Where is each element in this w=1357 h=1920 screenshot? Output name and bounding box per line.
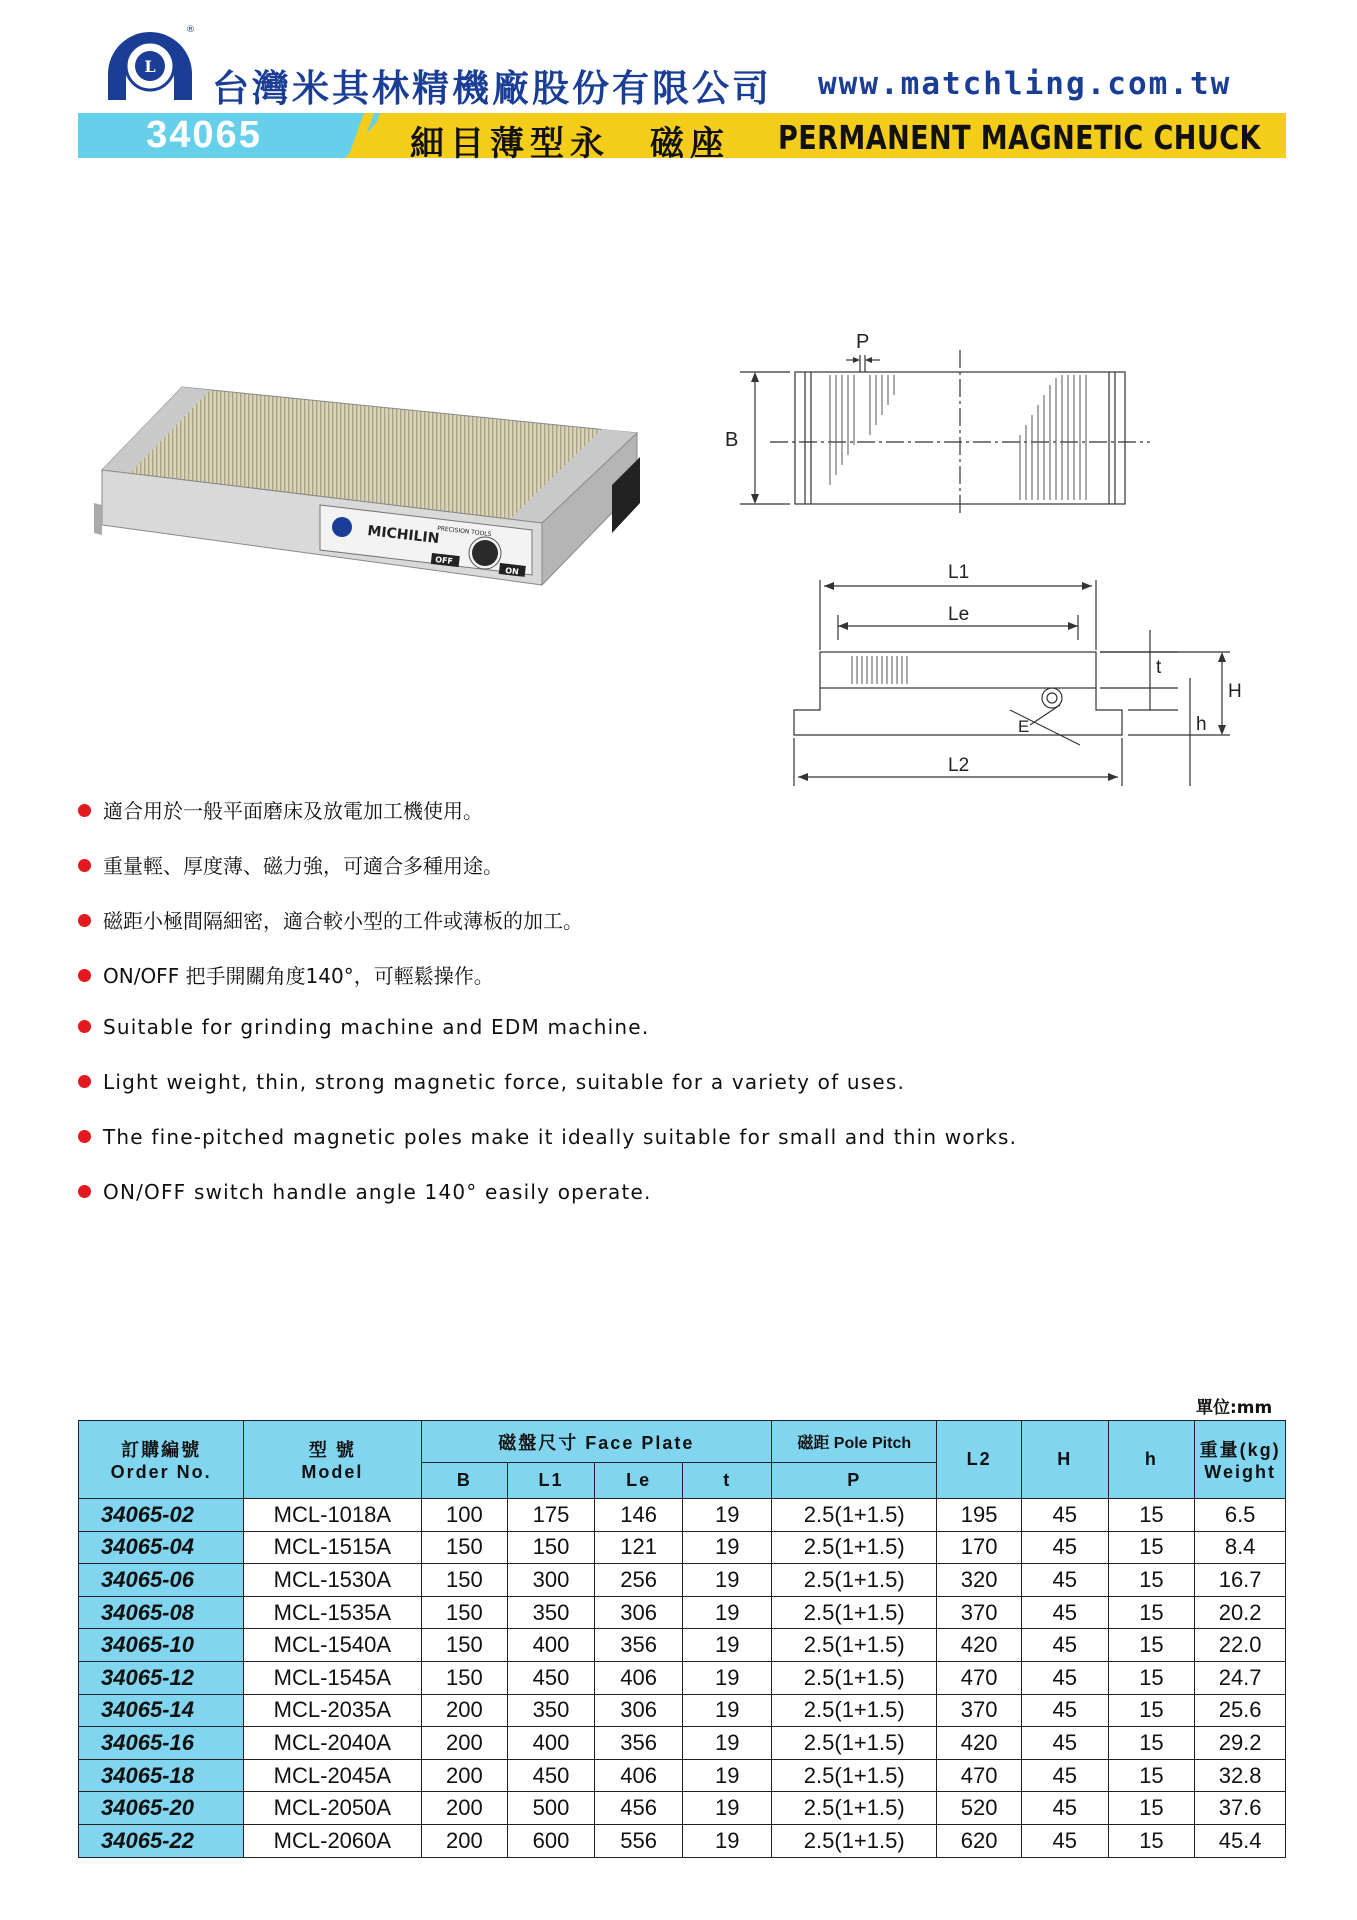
table-row	[79, 1727, 1286, 1760]
table-row	[79, 1629, 1286, 1662]
table-cell: 406	[594, 1759, 683, 1792]
table-cell: 15	[1108, 1694, 1195, 1727]
table-cell: 200	[421, 1759, 508, 1792]
table-cell: 195	[937, 1499, 1022, 1532]
table-cell: MCL-2035A	[244, 1694, 421, 1727]
table-cell: 15	[1108, 1499, 1195, 1532]
table-cell: 45	[1021, 1824, 1108, 1857]
table-cell: 15	[1108, 1564, 1195, 1597]
table-cell: 19	[683, 1531, 772, 1564]
table-cell: 34065-08	[79, 1596, 244, 1629]
header-model: 型 號 Model	[244, 1421, 421, 1499]
table-cell: 25.6	[1195, 1694, 1286, 1727]
bullet-icon	[78, 914, 91, 927]
feature-item: ON/OFF 把手開關角度140°，可輕鬆操作。	[78, 960, 494, 989]
photo-brand: MICHILIN	[366, 523, 441, 548]
table-row	[79, 1759, 1286, 1792]
table-cell: 19	[683, 1759, 772, 1792]
table-cell: 15	[1108, 1824, 1195, 1857]
table-cell: MCL-2040A	[244, 1727, 421, 1760]
table-cell: 37.6	[1195, 1792, 1286, 1825]
label-le: Le	[948, 604, 970, 625]
table-cell: 500	[508, 1792, 595, 1825]
table-cell: 16.7	[1195, 1564, 1286, 1597]
table-cell: 15	[1108, 1596, 1195, 1629]
label-p: P	[856, 331, 870, 353]
table-cell: 34065-16	[79, 1727, 244, 1760]
table-row	[79, 1499, 1286, 1532]
table-cell: 2.5(1+1.5)	[772, 1531, 937, 1564]
table-cell: MCL-1545A	[244, 1661, 421, 1694]
table-cell: 306	[594, 1694, 683, 1727]
table-cell: 2.5(1+1.5)	[772, 1661, 937, 1694]
spec-table	[78, 1420, 1286, 1858]
website-link[interactable]: www.matchling.com.tw	[818, 66, 1232, 102]
table-cell: MCL-1535A	[244, 1596, 421, 1629]
table-cell: 34065-10	[79, 1629, 244, 1662]
table-cell: 356	[594, 1629, 683, 1662]
table-cell: 200	[421, 1792, 508, 1825]
table-cell: 2.5(1+1.5)	[772, 1499, 937, 1532]
table-cell: 200	[421, 1694, 508, 1727]
label-h-lower: h	[1196, 714, 1207, 735]
feature-item: Suitable for grinding machine and EDM machine.	[78, 1015, 649, 1039]
table-cell: 150	[508, 1531, 595, 1564]
photo-off: OFF	[434, 555, 454, 566]
header-face-plate: 磁盤尺寸 Face Plate	[421, 1421, 772, 1463]
table-cell: 15	[1108, 1661, 1195, 1694]
label-e: E	[1018, 717, 1030, 736]
table-cell: 350	[508, 1596, 595, 1629]
feature-item: 適合用於一般平面磨床及放電加工機使用。	[78, 795, 483, 824]
table-cell: 356	[594, 1727, 683, 1760]
svg-text:L: L	[144, 57, 156, 76]
header-pole-pitch: 磁距 Pole Pitch	[772, 1421, 937, 1463]
table-cell: MCL-2060A	[244, 1824, 421, 1857]
table-cell: 520	[937, 1792, 1022, 1825]
table-cell: 19	[683, 1694, 772, 1727]
feature-item: ON/OFF switch handle angle 140° easily operate.	[78, 1180, 652, 1204]
table-cell: 15	[1108, 1792, 1195, 1825]
table-cell: MCL-1515A	[244, 1531, 421, 1564]
table-row	[79, 1694, 1286, 1727]
table-cell: 34065-02	[79, 1499, 244, 1532]
header-le: Le	[594, 1463, 683, 1499]
table-cell: 19	[683, 1564, 772, 1597]
table-cell: 2.5(1+1.5)	[772, 1629, 937, 1662]
header-t: t	[683, 1463, 772, 1499]
table-cell: 470	[937, 1661, 1022, 1694]
table-cell: 620	[937, 1824, 1022, 1857]
table-cell: 2.5(1+1.5)	[772, 1824, 937, 1857]
bullet-icon	[78, 1185, 91, 1198]
svg-text:®: ®	[186, 25, 195, 35]
table-cell: 15	[1108, 1727, 1195, 1760]
table-cell: MCL-2045A	[244, 1759, 421, 1792]
table-cell: 15	[1108, 1531, 1195, 1564]
table-cell: 150	[421, 1629, 508, 1662]
table-cell: 19	[683, 1596, 772, 1629]
title-english: PERMANENT MAGNETIC CHUCK	[778, 118, 1261, 157]
header-p: P	[772, 1463, 937, 1499]
table-row	[79, 1531, 1286, 1564]
table-cell: 406	[594, 1661, 683, 1694]
table-cell: 32.8	[1195, 1759, 1286, 1792]
table-cell: 370	[937, 1596, 1022, 1629]
matchling-logo	[100, 22, 200, 102]
table-cell: 45	[1021, 1792, 1108, 1825]
table-cell: 34065-04	[79, 1531, 244, 1564]
table-cell: 400	[508, 1629, 595, 1662]
table-cell: 150	[421, 1531, 508, 1564]
table-cell: 150	[421, 1596, 508, 1629]
table-cell: 45	[1021, 1694, 1108, 1727]
table-cell: 34065-06	[79, 1564, 244, 1597]
table-cell: 45.4	[1195, 1824, 1286, 1857]
table-cell: 370	[937, 1694, 1022, 1727]
table-cell: 320	[937, 1564, 1022, 1597]
table-cell: 150	[421, 1661, 508, 1694]
table-cell: 2.5(1+1.5)	[772, 1694, 937, 1727]
table-cell: 45	[1021, 1727, 1108, 1760]
bullet-icon	[78, 859, 91, 872]
side-view-drawing	[760, 560, 1260, 790]
table-cell: 470	[937, 1759, 1022, 1792]
table-cell: 150	[421, 1564, 508, 1597]
table-cell: 19	[683, 1661, 772, 1694]
table-row	[79, 1824, 1286, 1857]
table-cell: 45	[1021, 1499, 1108, 1532]
table-cell: 45	[1021, 1629, 1108, 1662]
table-cell: 146	[594, 1499, 683, 1532]
feature-item: Light weight, thin, strong magnetic force, suitable for a variety of uses.	[78, 1070, 905, 1094]
table-cell: 34065-14	[79, 1694, 244, 1727]
label-b: B	[725, 429, 739, 451]
product-code: 34065	[146, 114, 262, 156]
table-cell: 34065-20	[79, 1792, 244, 1825]
table-cell: 100	[421, 1499, 508, 1532]
table-cell: 34065-18	[79, 1759, 244, 1792]
unit-label: 單位:mm	[1196, 1398, 1273, 1418]
table-cell: 306	[594, 1596, 683, 1629]
table-cell: 34065-12	[79, 1661, 244, 1694]
table-cell: 45	[1021, 1531, 1108, 1564]
table-cell: 175	[508, 1499, 595, 1532]
table-cell: 121	[594, 1531, 683, 1564]
company-name: 台灣米其林精機廠股份有限公司	[212, 67, 772, 110]
top-view-drawing	[710, 320, 1180, 520]
label-t: t	[1156, 657, 1162, 678]
table-cell: 456	[594, 1792, 683, 1825]
feature-item: 磁距小極間隔細密，適合較小型的工件或薄板的加工。	[78, 905, 583, 934]
table-cell: 256	[594, 1564, 683, 1597]
table-cell: 2.5(1+1.5)	[772, 1759, 937, 1792]
header-l2: L2	[937, 1421, 1022, 1499]
table-row	[79, 1661, 1286, 1694]
table-cell: 19	[683, 1499, 772, 1532]
header-b: B	[421, 1463, 508, 1499]
bullet-icon	[78, 1130, 91, 1143]
table-cell: 170	[937, 1531, 1022, 1564]
table-cell: MCL-1018A	[244, 1499, 421, 1532]
table-row	[79, 1596, 1286, 1629]
bullet-icon	[78, 969, 91, 982]
table-cell: MCL-1540A	[244, 1629, 421, 1662]
table-cell: 400	[508, 1727, 595, 1760]
feature-item: The fine-pitched magnetic poles make it ideally suitable for small and thin works.	[78, 1125, 1017, 1149]
table-row	[79, 1564, 1286, 1597]
header-H: H	[1021, 1421, 1108, 1499]
feature-item: 重量輕、厚度薄、磁力強，可適合多種用途。	[78, 850, 503, 879]
table-cell: 350	[508, 1694, 595, 1727]
table-cell: 420	[937, 1727, 1022, 1760]
table-cell: MCL-2050A	[244, 1792, 421, 1825]
table-cell: 200	[421, 1824, 508, 1857]
bullet-icon	[78, 1020, 91, 1033]
table-cell: 19	[683, 1727, 772, 1760]
table-cell: 15	[1108, 1629, 1195, 1662]
table-cell: 2.5(1+1.5)	[772, 1792, 937, 1825]
table-cell: 19	[683, 1629, 772, 1662]
photo-on: ON	[504, 566, 520, 577]
product-photo	[92, 375, 652, 605]
table-cell: 45	[1021, 1661, 1108, 1694]
table-cell: 6.5	[1195, 1499, 1286, 1532]
table-cell: 29.2	[1195, 1727, 1286, 1760]
table-cell: 450	[508, 1661, 595, 1694]
table-cell: 19	[683, 1792, 772, 1825]
table-cell: 300	[508, 1564, 595, 1597]
table-cell: 2.5(1+1.5)	[772, 1727, 937, 1760]
header-order: 訂購編號 Order No.	[79, 1421, 244, 1499]
table-cell: MCL-1530A	[244, 1564, 421, 1597]
table-cell: 600	[508, 1824, 595, 1857]
table-cell: 2.5(1+1.5)	[772, 1564, 937, 1597]
table-cell: 45	[1021, 1564, 1108, 1597]
label-h-upper: H	[1228, 681, 1242, 702]
bullet-icon	[78, 804, 91, 817]
table-cell: 34065-22	[79, 1824, 244, 1857]
table-cell: 200	[421, 1727, 508, 1760]
header-l1: L1	[508, 1463, 595, 1499]
title-chinese: 細目薄型永 磁座	[410, 124, 730, 164]
table-row	[79, 1792, 1286, 1825]
header-weight: 重量(kg) Weight	[1195, 1421, 1286, 1499]
table-cell: 20.2	[1195, 1596, 1286, 1629]
table-cell: 8.4	[1195, 1531, 1286, 1564]
table-cell: 19	[683, 1824, 772, 1857]
label-l1: L1	[948, 562, 970, 583]
header-h: h	[1108, 1421, 1195, 1499]
label-l2: L2	[948, 755, 970, 776]
table-cell: 45	[1021, 1596, 1108, 1629]
table-cell: 450	[508, 1759, 595, 1792]
table-cell: 15	[1108, 1759, 1195, 1792]
table-cell: 2.5(1+1.5)	[772, 1596, 937, 1629]
photo-precision: PRECISION TOOLS	[436, 525, 492, 539]
table-cell: 22.0	[1195, 1629, 1286, 1662]
bullet-icon	[78, 1075, 91, 1088]
table-cell: 556	[594, 1824, 683, 1857]
table-cell: 420	[937, 1629, 1022, 1662]
table-cell: 45	[1021, 1759, 1108, 1792]
table-cell: 24.7	[1195, 1661, 1286, 1694]
